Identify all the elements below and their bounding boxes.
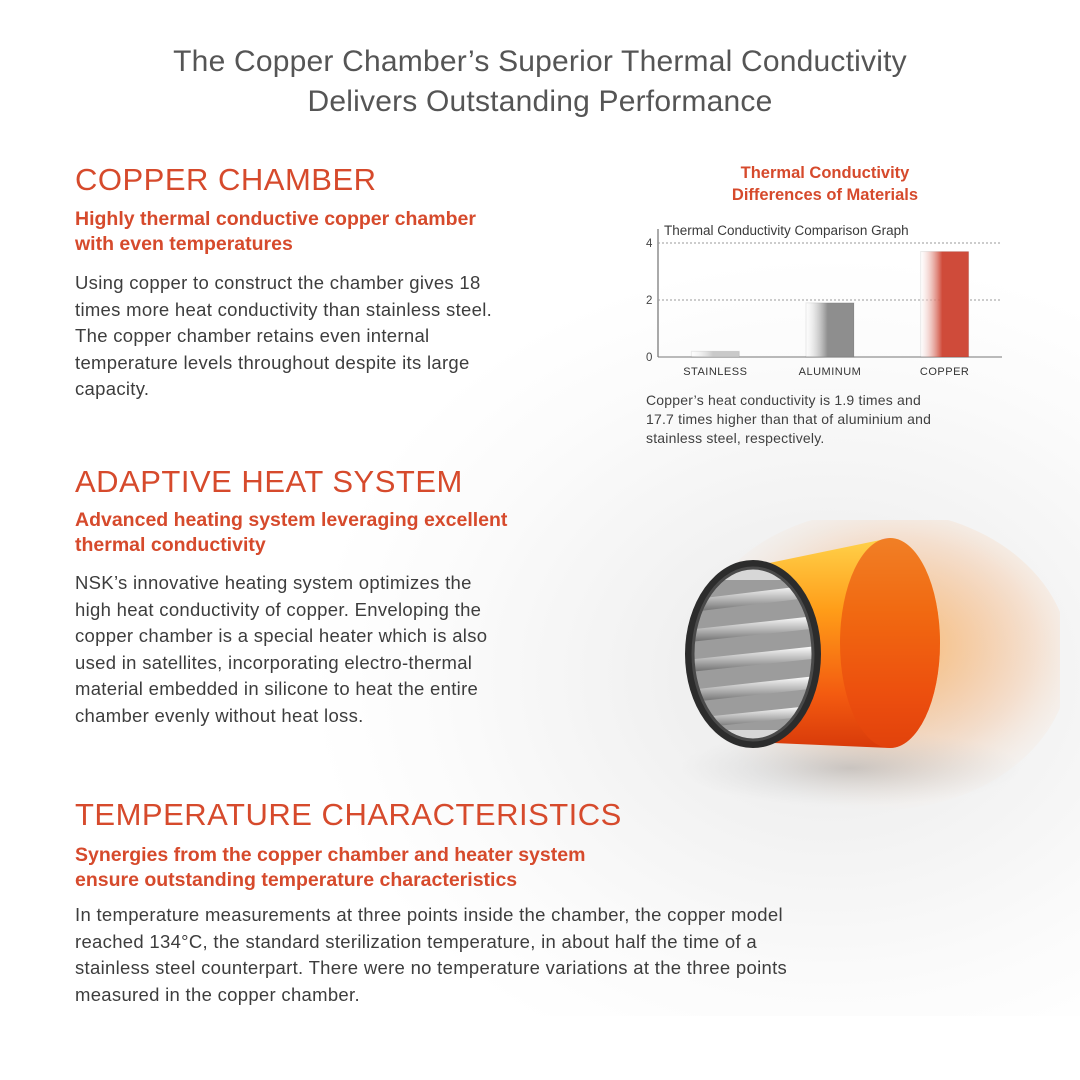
body-line: used in satellites, incorporating electro-thermal (75, 651, 473, 673)
body-line: measured in the copper chamber. (75, 983, 360, 1005)
section-subheading-copper-chamber (75, 207, 615, 257)
body-line: reached 134°C, the standard sterilization temperature, in about half the time of a (75, 930, 757, 952)
body-line: stainless steel counterpart. There were no temperature variations at the three points (75, 957, 788, 978)
body-line: capacity. (75, 378, 150, 399)
section-body-temperature-characteristics (75, 902, 787, 1008)
body-line: high heat conductivity of copper. Enveloping the (75, 598, 482, 620)
section-subheading-temperature-characteristics (75, 843, 795, 893)
subheading-line: Highly thermal conductive copper chamber (75, 208, 476, 230)
y-tick-label: 4 (646, 238, 653, 250)
body-line: The copper chamber retains even internal (75, 325, 430, 346)
caption-line: Copper’s heat conductivity is 1.9 times and (646, 392, 922, 408)
subheading-line: thermal conductivity (75, 534, 266, 556)
section-subheading-adaptive-heat-system (75, 508, 615, 558)
thermal-conductivity-chart (640, 215, 1010, 387)
chart-caption (646, 391, 1016, 448)
chart-svg (640, 215, 1010, 387)
body-line: temperature levels throughout despite its large (75, 351, 470, 373)
subheading-line: Synergies from the copper chamber and heater system (75, 844, 586, 866)
body-line: times more heat conductivity than stainless steel. (75, 298, 493, 320)
x-tick-label: COPPER (919, 366, 970, 378)
chart-header-line: Thermal Conductivity (740, 164, 910, 182)
x-tick-label: ALUMINUM (798, 366, 862, 378)
subheading-line: Advanced heating system leveraging excellent (75, 509, 508, 531)
copper-chamber-heater-icon (660, 520, 1060, 840)
y-tick-label: 0 (646, 352, 653, 364)
body-line: material embedded in silicone to heat the entire (75, 678, 479, 699)
bar-aluminum (806, 303, 854, 357)
subheading-line: ensure outstanding temperature characteristics (75, 869, 518, 891)
section-heading-copper-chamber: COPPER CHAMBER (75, 162, 377, 197)
page-title-line-2: Delivers Outstanding Performance (307, 85, 773, 118)
caption-line: 17.7 times higher than that of aluminium and (646, 411, 932, 427)
body-line: Using copper to construct the chamber gives 18 (75, 272, 481, 293)
chart-header (640, 162, 1010, 206)
body-line: copper chamber is a special heater which is also (75, 625, 488, 646)
caption-line: stainless steel, respectively. (646, 430, 825, 446)
page-title (0, 42, 1080, 122)
page-title-line-1: The Copper Chamber’s Superior Thermal Conductivity (173, 45, 907, 78)
subheading-line: with even temperatures (75, 233, 293, 255)
chart-header-line: Differences of Materials (731, 186, 919, 204)
bar-copper (921, 252, 969, 357)
section-body-adaptive-heat-system (75, 570, 487, 729)
section-heading-adaptive-heat-system: ADAPTIVE HEAT SYSTEM (75, 464, 463, 499)
body-line: chamber evenly without heat loss. (75, 704, 364, 726)
section-body-copper-chamber (75, 270, 492, 403)
body-line: NSK’s innovative heating system optimizes the (75, 572, 472, 593)
y-tick-label: 2 (646, 295, 653, 307)
bar-stainless (691, 351, 739, 357)
x-tick-label: STAINLESS (683, 366, 748, 378)
section-heading-temperature-characteristics: TEMPERATURE CHARACTERISTICS (75, 797, 622, 832)
chart-title: Thermal Conductivity Comparison Graph (664, 223, 909, 238)
body-line: In temperature measurements at three points inside the chamber, the copper model (75, 904, 783, 925)
